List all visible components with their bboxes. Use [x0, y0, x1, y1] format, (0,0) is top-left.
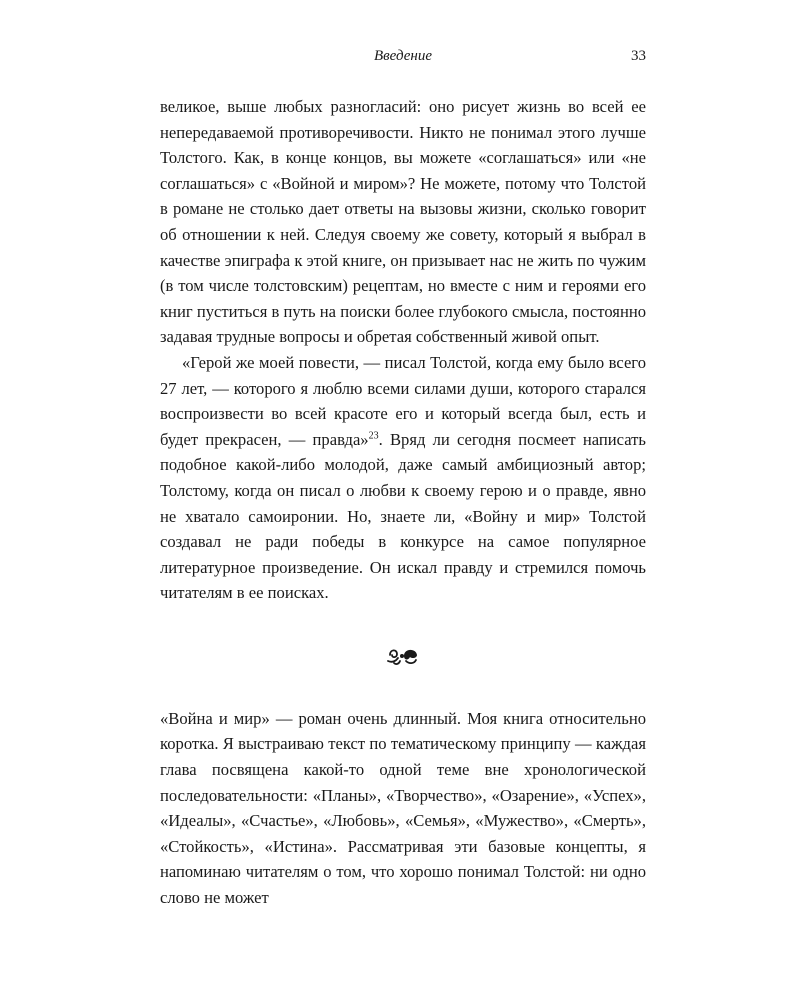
chapter-title: Введение [374, 48, 432, 64]
footnote-marker: 23 [368, 430, 379, 442]
paragraph-2-text-after: . Вряд ли сегодня посмеет написать подобное какой-либо молодой, даже самый амбициозный автор; Толстому, когда он писал о любви к своему герою и о правде, явно не хватало самоиронии. Но, знаете ли, «Войну и мир» Толстой создавал не ради победы в конкурсе на самое популярное литературное произведение. Он искал правду и стремился помочь читателям в ее поисках. [160, 429, 646, 603]
paragraph-1: великое, выше любых разногласий: оно рисует жизнь во всей ее непередаваемой противоречивости. Никто не понимал этого лучше Толстого. Как, в конце концов, вы можете «соглашаться» или «не соглашаться» с «Войной и миром»? Не можете, потому что Толстой в романе не столько дает ответы на вызовы жизни, сколько говорит об отношении к ней. Следуя своему же совету, который я выбрал в качестве эпиграфа к этой книге, он призывает нас не жить по чужим (в том числе толстовским) рецептам, но вместе с ним и героями его книг пуститься в путь на поиски более глубокого смысла, постоянно задавая трудные вопросы и обретая собственный живой опыт. [160, 97, 646, 347]
running-header [160, 48, 646, 72]
book-page [160, 48, 646, 911]
body-text [160, 94, 646, 911]
section-break-fleuron-icon [386, 645, 420, 667]
page-number: 33 [631, 48, 646, 64]
paragraph-2-text-before: «Герой же моей повести, — писал Толстой, когда ему было всего 27 лет, — которого я люблю всеми силами души, которого старался воспроизвести во всей красоте его и который всегда был, есть и будет прекрасен, — правда» [160, 352, 646, 449]
paragraph-2 [160, 350, 646, 606]
paragraph-3: «Война и мир» — роман очень длинный. Моя книга относительно коротка. Я выстраиваю текст по тематическому принципу — каждая глава посвящена какой-то одной теме вне хронологической последовательности: «Планы», «Творчество», «Озарение», «Успех», «Идеалы», «Счастье», «Любовь», «Семья», «Мужество», «Смерть», «Стойкость», «Истина». Рассматривая эти базовые концепты, я напоминаю читателям о том, что хорошо понимал Толстой: ни одно слово не может [160, 708, 646, 908]
section-break [160, 606, 646, 706]
